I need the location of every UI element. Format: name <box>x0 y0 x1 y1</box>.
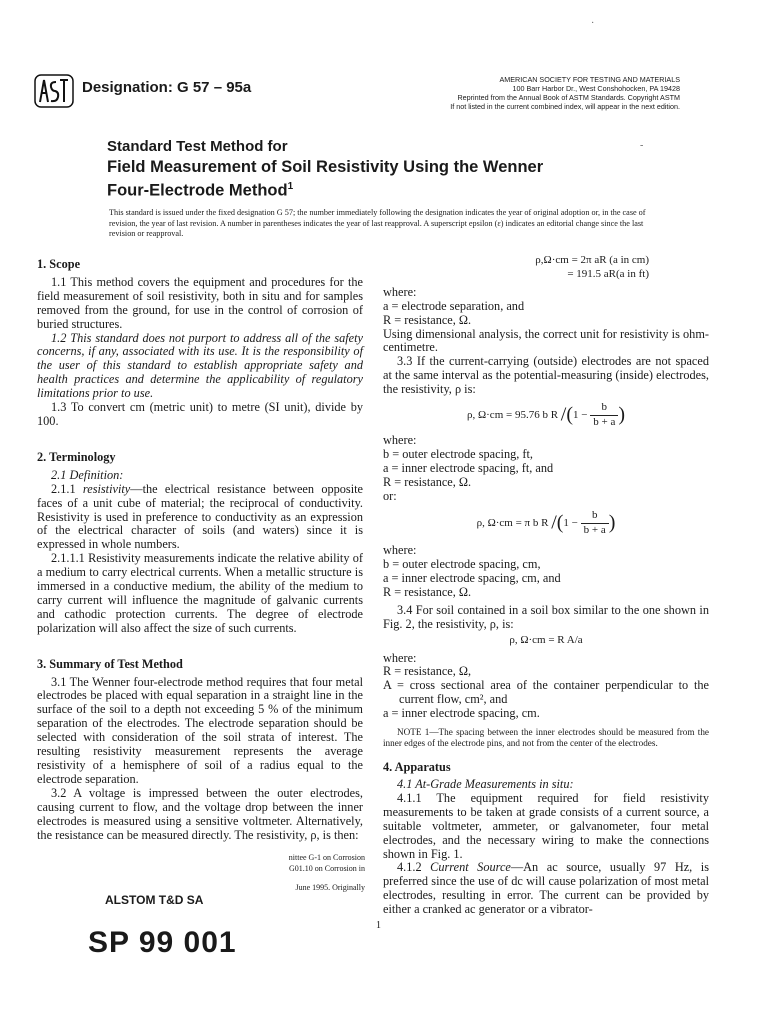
fraction-denominator: b + a <box>583 524 606 537</box>
note-1: NOTE 1—The spacing between the inner electrodes should be measured from the inner edges of the electrode pins, and not from the center of the electrodes. <box>383 727 709 749</box>
equation-3-close: ) <box>608 511 616 534</box>
page-number: 1 <box>376 920 381 931</box>
scope-heading: 1. Scope <box>37 257 81 271</box>
definition-text: —the electrical resistance between opposite faces of a unit cube of material; the reciprocal of conductivity. Resistivity is used in preference to conductivity as an expression of the electrical character of soils (and waters) since it is expressed in whole numbers. <box>37 481 363 552</box>
publisher-info <box>418 75 680 111</box>
title-line-3-text: Four-Electrode Method <box>107 181 288 200</box>
where-R: R = resistance, Ω. <box>383 584 472 599</box>
left-column <box>37 258 363 842</box>
defined-term: resistivity <box>82 481 131 496</box>
equation-2-fraction <box>590 401 618 430</box>
where-A: A = cross sectional area of the container perpendicular to the current flow, cm², and <box>383 678 709 707</box>
equation-3 <box>383 509 709 538</box>
designation: Designation: G 57 – 95a <box>82 79 252 96</box>
where-b: b = outer electrode spacing, ft, <box>383 446 534 461</box>
apparatus-4-1-1: 4.1.1 The equipment required for field resistivity measurements to be taken at grade consists of a current source, a suitable voltmeter, ammeter, or galvanometer, four metal electrodes, and the necessary wiring to make the connections shown in Fig. 1. <box>383 790 709 861</box>
where-label: where: <box>383 543 417 558</box>
equation-2-lhs: ρ, Ω·cm = 95.76 b R <box>466 409 559 421</box>
publisher-line: Reprinted from the Annual Book of ASTM Standards. Copyright ASTM <box>457 93 680 102</box>
title-line-3 <box>107 177 543 201</box>
astm-logo <box>34 74 74 108</box>
summary-3-2: 3.2 A voltage is impressed between the outer electrodes, causing current to flow, and the voltage drop between the inner electrodes is measured using a sensitive voltmeter. Alternatively, the resistance can be measured directly. The resistivity, ρ, is then: <box>37 785 363 842</box>
equation-2 <box>383 401 709 430</box>
equation-1 <box>383 254 709 282</box>
fraction-numerator: b <box>581 509 609 524</box>
where-label: where: <box>383 650 417 665</box>
where-a: a = inner electrode spacing, ft, and <box>383 460 554 475</box>
equation-2-one: 1 − <box>573 409 588 421</box>
document-title <box>107 137 543 201</box>
equation-3-slash: /( <box>551 511 564 534</box>
publisher-line: 100 Barr Harbor Dr., West Conshohocken, PA 19428 <box>512 84 680 93</box>
scope-1-2: 1.2 This standard does not purport to address all of the safety concerns, if any, associated with its use. It is the responsibility of the user of this standard to establish appropriate safety and health practices and determine the applicability of regulatory limitations prior to use. <box>37 330 363 401</box>
or-label: or: <box>383 488 397 503</box>
paragraph-text: —An ac source, usually 97 Hz, is preferred since the use of dc will cause polarization of most metal electrodes, resulting in error. The current can be provided by either a cranked ac generator or a vibrator- <box>383 860 709 917</box>
where-R: R = resistance, Ω. <box>383 474 472 489</box>
where-a: a = inner electrode spacing, cm, and <box>383 571 561 586</box>
document-code: SP 99 001 <box>88 926 237 959</box>
fraction-numerator: b <box>590 401 618 416</box>
where-R: R = resistance, Ω. <box>383 312 472 327</box>
apparatus-4-1: 4.1 At-Grade Measurements in situ: <box>397 777 574 791</box>
where-a: a = electrode separation, and <box>383 298 525 313</box>
terminology-heading: 2. Terminology <box>37 449 116 464</box>
apparatus-heading: 4. Apparatus <box>383 760 451 775</box>
company-stamp: ALSTOM T&D SA <box>105 893 204 907</box>
scope-1-1: 1.1 This method covers the equipment and procedures for the field measurement of soil resistivity, both in situ and for samples removed from the ground, for use in the control of corrosion of buried structures. <box>37 274 363 331</box>
where-b: b = outer electrode spacing, cm, <box>383 557 541 572</box>
title-line-2: Field Measurement of Soil Resistivity Using the Wenner <box>107 158 544 176</box>
equation-3-lhs: ρ, Ω·cm = π b R <box>476 517 549 530</box>
equation-3-one: 1 − <box>563 517 578 530</box>
where-a: a = inner electrode spacing, cm. <box>383 706 540 721</box>
fraction-denominator: b + a <box>593 415 616 428</box>
committee-footnote <box>225 852 365 893</box>
committee-line: June 1995. Originally <box>295 883 365 892</box>
dimensional-analysis: Using dimensional analysis, the correct unit for resistivity is ohm-centimetre. <box>383 326 709 355</box>
where-label: where: <box>383 284 417 299</box>
summary-3-1: 3.1 The Wenner four-electrode method requires that four metal electrodes be placed with equal separation in a straight line in the surface of the soil to a depth not exceeding 5 % of the minimum separation of the electrodes. The electrode separation should be selected with consideration of the soil strata of interest. The resulting resistivity measurement represents the average resistivity of a hemisphere of soil of a radius equal to the electrode separation. <box>37 674 363 786</box>
scope-1-3: 1.3 To convert cm (metric unit) to metre (SI unit), divide by 100. <box>37 400 363 428</box>
corner-mark: - <box>640 140 644 151</box>
publisher-line: AMERICAN SOCIETY FOR TESTING AND MATERIALS <box>499 75 680 84</box>
apparatus-4-1-2 <box>383 861 709 917</box>
title-footnote-mark: 1 <box>287 181 294 192</box>
equation-1-line-1: ρ,Ω·cm = 2π aR (a in cm) <box>535 254 649 266</box>
equation-4: ρ, Ω·cm = R A/a <box>509 633 583 646</box>
term-2-1-1 <box>37 483 363 553</box>
committee-line: nittee G-1 on Corrosion <box>288 853 365 862</box>
term-2-1: 2.1 Definition: <box>51 467 124 482</box>
defined-term: Current Source <box>430 860 511 875</box>
publisher-line: If not listed in the current combined index, will appear in the next edition. <box>450 102 680 111</box>
term-2-1-1-1: 2.1.1.1 Resistivity measurements indicate the relative ability of a medium to carry electrical currents. When a metallic structure is immersed in a conductive medium, the ability of the medium to carry current will influence the magnitude of galvanic currents and cathodic protection currents. The degree of electrode polarization will also affect the size of such currents. <box>37 551 363 635</box>
summary-heading: 3. Summary of Test Method <box>37 656 183 671</box>
title-line-1: Standard Test Method for <box>107 138 288 155</box>
where-R: R = resistance, Ω, <box>383 664 472 679</box>
where-label: where: <box>383 432 417 447</box>
para-3-3: 3.3 If the current-carrying (outside) electrodes are not spaced at the same interval as the potential-measuring (inside) electrodes, the resistivity, ρ is: <box>383 354 709 397</box>
committee-line: G01.10 on Corrosion in <box>289 864 365 873</box>
equation-2-slash: /( <box>560 403 574 426</box>
para-number: 2.1.1 <box>51 481 83 496</box>
corner-mark: · <box>591 18 595 29</box>
para-number: 4.1.2 <box>397 860 431 875</box>
issued-note: This standard is issued under the fixed designation G 57; the number immediately following the designation indicates the year of original adoption or, in the case of revision, the year of last revision. A number in parentheses indicates the year of last reapproval. A superscript epsilon (ε) indicates an editorial change since the last revision or reapproval. <box>109 208 646 238</box>
equation-2-close: ) <box>618 403 625 426</box>
equation-1-line-2: = 191.5 aR(a in ft) <box>567 267 649 280</box>
right-column <box>383 254 709 917</box>
equation-3-fraction <box>581 509 609 538</box>
para-3-4: 3.4 For soil contained in a soil box similar to the one shown in Fig. 2, the resistivity, ρ, is: <box>383 602 709 631</box>
